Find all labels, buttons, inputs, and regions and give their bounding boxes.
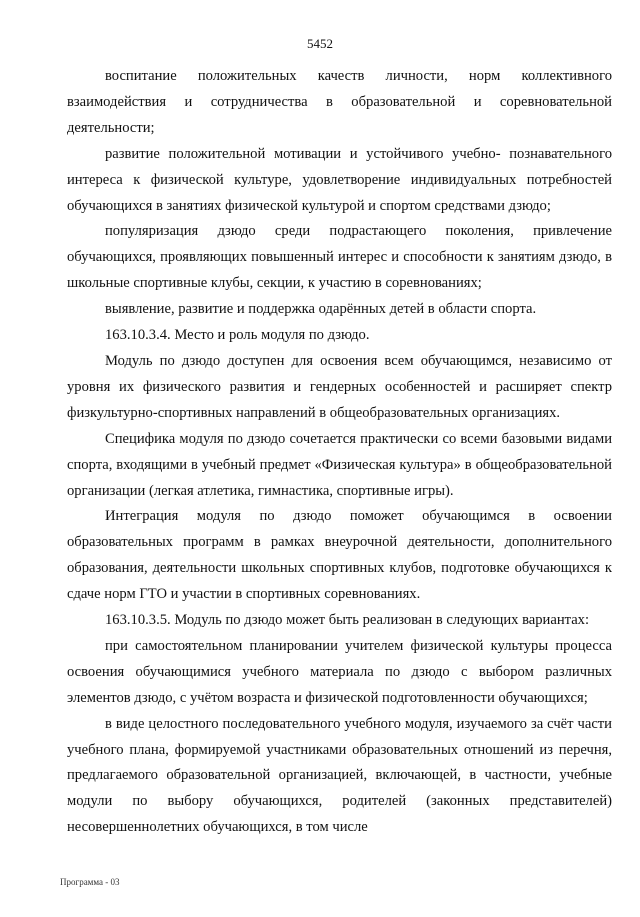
paragraph: воспитание положительных качеств личности, норм коллективного взаимодействия и сотрудничества в образовательной и соревновательной деятельности;	[67, 68, 612, 136]
footer-label: Программа - 03	[60, 877, 120, 887]
section-heading: 163.10.3.5. Модуль по дзюдо может быть реализован в следующих вариантах:	[105, 612, 590, 629]
section-heading: 163.10.3.4. Место и роль модуля по дзюдо.	[105, 327, 370, 344]
document-body	[67, 64, 612, 841]
paragraph: выявление, развитие и поддержка одарённых детей в области спорта.	[105, 301, 537, 318]
paragraph: популяризация дзюдо среди подрастающего поколения, привлечение обучающихся, проявляющих повышенный интерес и способности к занятиям дзюдо, в школьные спортивные клубы, секции, к участию в соревнованиях;	[67, 223, 612, 292]
paragraph: в виде целостного последовательного учебного модуля, изучаемого за счёт части учебного плана, формируемой участниками образовательных отношений из перечня, предлагаемого образовательной организацией, включающей, в частности, учебные модули по выбору обучающихся, родителей (законных представителей) несовершеннолетних обучающихся, в том числе	[67, 715, 612, 836]
paragraph: Интеграция модуля по дзюдо поможет обучающимся в освоении образовательных программ в рамках внеурочной деятельности, дополнительного образования, деятельности школьных спортивных клубов, подготовке обучающихся к сдаче норм ГТО и участии в спортивных соревнованиях.	[67, 508, 612, 603]
paragraph: при самостоятельном планировании учителем физической культуры процесса освоения обучающимися учебного материала по дзюдо с выбором различных элементов дзюдо, с учётом возраста и физической подготовленности обучающихся;	[67, 637, 612, 706]
paragraph: Специфика модуля по дзюдо сочетается практически со всеми базовыми видами спорта, входящими в учебный предмет «Физическая культура» в общеобразовательной организации (легкая атлетика, гимнастика, спортивные игры).	[67, 430, 612, 499]
page-number: 5452	[307, 36, 333, 51]
paragraph: Модуль по дзюдо доступен для освоения всем обучающимся, независимо от уровня их физического развития и гендерных особенностей и расширяет спектр физкультурно-спортивных направлений в общеобразовательных организациях.	[67, 352, 612, 421]
paragraph: развитие положительной мотивации и устойчивого учебно- познавательного интереса к физической культуре, удовлетворение индивидуальных потребностей обучающихся в занятиях физической культурой и спортом средствами дзюдо;	[67, 145, 612, 214]
